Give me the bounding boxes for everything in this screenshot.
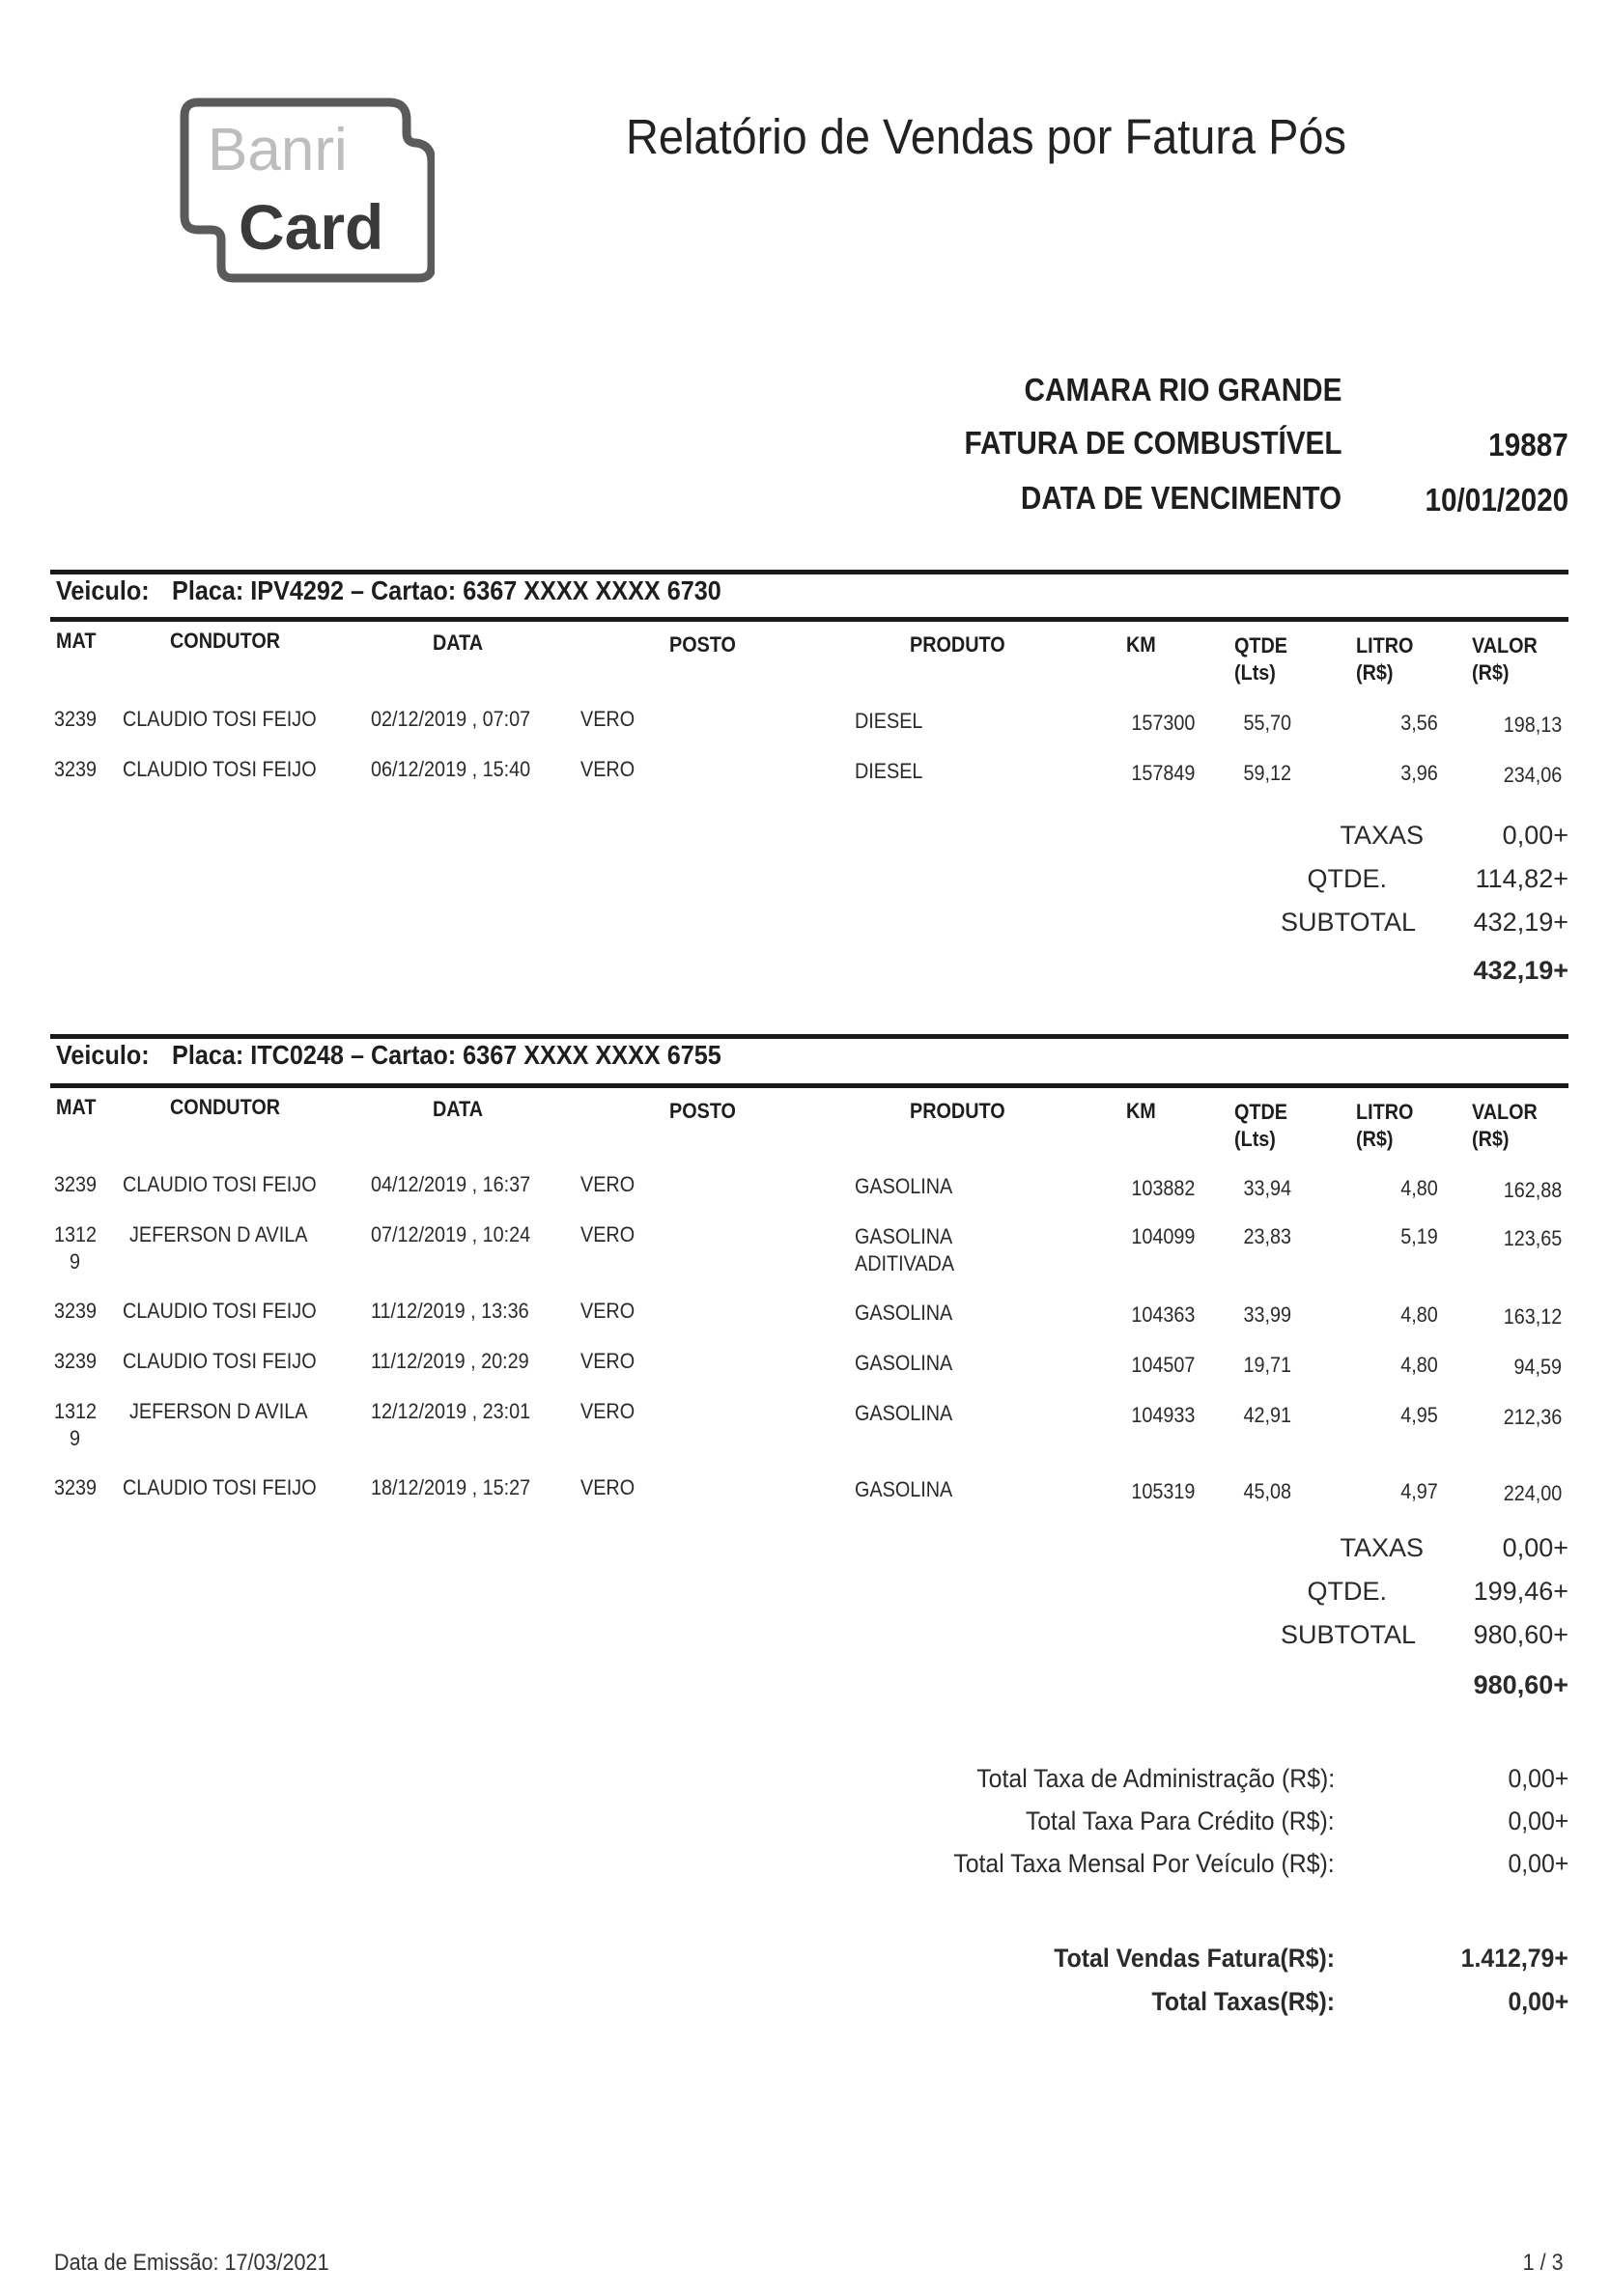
cell-qtde: 45,08 [1243, 1479, 1291, 1503]
cell-posto: VERO [580, 707, 636, 731]
col-mat: MAT [56, 1095, 97, 1119]
cell-posto: VERO [580, 1172, 636, 1196]
vehicle-header [56, 575, 721, 606]
cell-produto: GASOLINA [855, 1174, 953, 1198]
cell-data: 04/12/2019 , 16:37 [371, 1172, 531, 1196]
emission-date: Data de Emissão: 17/03/2021 [54, 2250, 329, 2276]
cell-litro: 4,80 [1400, 1353, 1438, 1377]
summary-taxas-label: TAXAS [1340, 821, 1424, 850]
page-number: 1 / 3 [1522, 2250, 1564, 2276]
cell-data: 11/12/2019 , 20:29 [371, 1349, 529, 1373]
cell-produto: GASOLINA [855, 1477, 953, 1501]
cell-qtde: 55,70 [1243, 711, 1291, 735]
col-data: DATA [433, 1097, 484, 1121]
col-produto: PRODUTO [910, 632, 1005, 657]
cell-condutor: CLAUDIO TOSI FEIJO [123, 1349, 317, 1373]
cell-produto: GASOLINA [855, 1351, 953, 1375]
summary-subtotal-label: SUBTOTAL [1280, 908, 1416, 937]
cell-produto: GASOLINA [855, 1224, 953, 1248]
col-km: KM [1126, 632, 1156, 657]
cell-litro: 4,97 [1400, 1479, 1438, 1503]
cell-data: 11/12/2019 , 13:36 [371, 1299, 529, 1323]
credit-fee-label: Total Taxa Para Crédito (R$): [1026, 1806, 1335, 1835]
cell-valor: 224,00 [1503, 1481, 1562, 1505]
cell-produto: GASOLINA [855, 1401, 953, 1425]
cell-produto: GASOLINA [855, 1301, 953, 1325]
cell-produto-wrap: ADITIVADA [855, 1251, 955, 1275]
col-litro: LITRO (R$) [1356, 633, 1414, 685]
summary-qtde-label: QTDE. [1307, 864, 1387, 893]
invoice-label: FATURA DE COMBUSTÍVEL [963, 425, 1342, 461]
cell-valor: 94,59 [1513, 1355, 1562, 1379]
col-condutor: CONDUTOR [170, 629, 281, 653]
client-name: CAMARA RIO GRANDE [1024, 372, 1342, 407]
cell-qtde: 33,94 [1243, 1176, 1291, 1200]
cell-km: 104933 [1130, 1403, 1195, 1427]
cell-litro: 3,96 [1400, 761, 1438, 785]
cell-qtde: 42,91 [1243, 1403, 1291, 1427]
cell-data: 02/12/2019 , 07:07 [371, 707, 531, 731]
cell-km: 104507 [1130, 1353, 1195, 1377]
divider [50, 617, 1568, 622]
summary-total-value: 980,60+ [1473, 1670, 1568, 1699]
vehicle-description: Placa: ITC0248 – Cartao: 6367 XXXX XXXX 6755 [172, 1040, 721, 1070]
cell-mat: 3239 [54, 757, 98, 781]
cell-litro: 5,19 [1400, 1224, 1438, 1248]
cell-posto: VERO [580, 757, 636, 781]
cell-valor: 123,65 [1503, 1226, 1562, 1250]
monthly-fee-value: 0,00+ [1508, 1849, 1568, 1878]
cell-valor: 198,13 [1503, 713, 1562, 737]
summary-subtotal-value: 980,60+ [1473, 1620, 1568, 1649]
summary-qtde-value: 199,46+ [1473, 1577, 1568, 1606]
col-qtde: QTDE (Lts) [1234, 1100, 1288, 1151]
cell-produto: DIESEL [855, 709, 923, 733]
invoice-number: 19887 [1488, 427, 1568, 462]
cell-data: 18/12/2019 , 15:27 [371, 1475, 531, 1499]
cell-condutor: JEFERSON D AVILA [129, 1399, 308, 1423]
summary-taxas-label: TAXAS [1340, 1533, 1424, 1562]
cell-litro: 3,56 [1400, 711, 1438, 735]
summary-subtotal-value: 432,19+ [1473, 908, 1568, 937]
cell-valor: 163,12 [1503, 1304, 1562, 1329]
col-produto: PRODUTO [910, 1099, 1005, 1123]
col-condutor: CONDUTOR [170, 1095, 281, 1119]
cell-mat: 1312 [54, 1222, 98, 1246]
cell-valor: 234,06 [1503, 763, 1562, 787]
summary-total-value: 432,19+ [1473, 956, 1568, 985]
cell-condutor: CLAUDIO TOSI FEIJO [123, 1299, 317, 1323]
due-label: DATA DE VENCIMENTO [1020, 480, 1342, 516]
cell-km: 157300 [1130, 711, 1195, 735]
cell-posto: VERO [580, 1399, 636, 1423]
cell-km: 104099 [1130, 1224, 1195, 1248]
cell-mat: 3239 [54, 1349, 98, 1373]
summary-subtotal-label: SUBTOTAL [1280, 1620, 1416, 1649]
cell-km: 105319 [1130, 1479, 1195, 1503]
divider [50, 570, 1568, 574]
cell-mat-wrap: 9 [70, 1426, 81, 1450]
cell-condutor: CLAUDIO TOSI FEIJO [123, 707, 317, 731]
banricard-logo [179, 95, 435, 284]
credit-fee-value: 0,00+ [1508, 1806, 1568, 1835]
report-title: Relatório de Vendas por Fatura Pós [626, 109, 1346, 164]
summary-qtde-value: 114,82+ [1475, 864, 1568, 893]
cell-mat: 3239 [54, 1299, 98, 1323]
due-date: 10/01/2020 [1425, 482, 1568, 518]
cell-condutor: CLAUDIO TOSI FEIJO [123, 757, 317, 781]
logo-banri: Banri [208, 117, 348, 183]
cell-posto: VERO [580, 1299, 636, 1323]
cell-km: 103882 [1130, 1176, 1195, 1200]
cell-qtde: 23,83 [1243, 1224, 1291, 1248]
vehicle-label: Veiculo: [56, 1040, 150, 1070]
cell-km: 104363 [1130, 1302, 1195, 1327]
cell-posto: VERO [580, 1475, 636, 1499]
divider [50, 1083, 1568, 1088]
cell-qtde: 19,71 [1243, 1353, 1291, 1377]
cell-litro: 4,80 [1400, 1176, 1438, 1200]
cell-data: 07/12/2019 , 10:24 [371, 1222, 531, 1246]
cell-data: 06/12/2019 , 15:40 [371, 757, 531, 781]
cell-mat: 1312 [54, 1399, 98, 1423]
logo-card: Card [239, 191, 384, 263]
monthly-fee-label: Total Taxa Mensal Por Veículo (R$): [953, 1849, 1335, 1878]
cell-mat: 3239 [54, 707, 98, 731]
cell-data: 12/12/2019 , 23:01 [371, 1399, 531, 1423]
total-fees-label: Total Taxas(R$): [1151, 1987, 1335, 2016]
cell-valor: 162,88 [1503, 1178, 1562, 1202]
vehicle-header [56, 1040, 721, 1071]
cell-produto: DIESEL [855, 759, 923, 783]
cell-posto: VERO [580, 1222, 636, 1246]
col-posto: POSTO [669, 1099, 736, 1123]
cell-posto: VERO [580, 1349, 636, 1373]
vehicle-label: Veiculo: [56, 575, 150, 605]
col-mat: MAT [56, 629, 97, 653]
summary-taxas-value: 0,00+ [1502, 821, 1568, 850]
col-qtde: QTDE (Lts) [1234, 633, 1288, 685]
cell-km: 157849 [1130, 761, 1195, 785]
col-data: DATA [433, 630, 484, 655]
divider [50, 1034, 1568, 1039]
vehicle-description: Placa: IPV4292 – Cartao: 6367 XXXX XXXX 6730 [172, 575, 721, 605]
cell-mat-wrap: 9 [70, 1249, 81, 1274]
total-fees-value: 0,00+ [1508, 1987, 1568, 2016]
total-sales-label: Total Vendas Fatura(R$): [1054, 1944, 1335, 1973]
cell-qtde: 33,99 [1243, 1302, 1291, 1327]
admin-fee-value: 0,00+ [1508, 1764, 1568, 1793]
col-litro: LITRO (R$) [1356, 1100, 1414, 1151]
cell-valor: 212,36 [1503, 1405, 1562, 1429]
col-km: KM [1126, 1099, 1156, 1123]
cell-litro: 4,95 [1400, 1403, 1438, 1427]
cell-condutor: CLAUDIO TOSI FEIJO [123, 1172, 317, 1196]
admin-fee-label: Total Taxa de Administração (R$): [976, 1764, 1335, 1793]
cell-litro: 4,80 [1400, 1302, 1438, 1327]
summary-taxas-value: 0,00+ [1502, 1533, 1568, 1562]
cell-mat: 3239 [54, 1475, 98, 1499]
total-sales-value: 1.412,79+ [1460, 1944, 1568, 1973]
cell-condutor: JEFERSON D AVILA [129, 1222, 308, 1246]
col-valor: VALOR (R$) [1472, 633, 1538, 685]
col-valor: VALOR (R$) [1472, 1100, 1538, 1151]
cell-qtde: 59,12 [1243, 761, 1291, 785]
cell-condutor: CLAUDIO TOSI FEIJO [123, 1475, 317, 1499]
col-posto: POSTO [669, 632, 736, 657]
summary-qtde-label: QTDE. [1307, 1577, 1387, 1606]
cell-mat: 3239 [54, 1172, 98, 1196]
